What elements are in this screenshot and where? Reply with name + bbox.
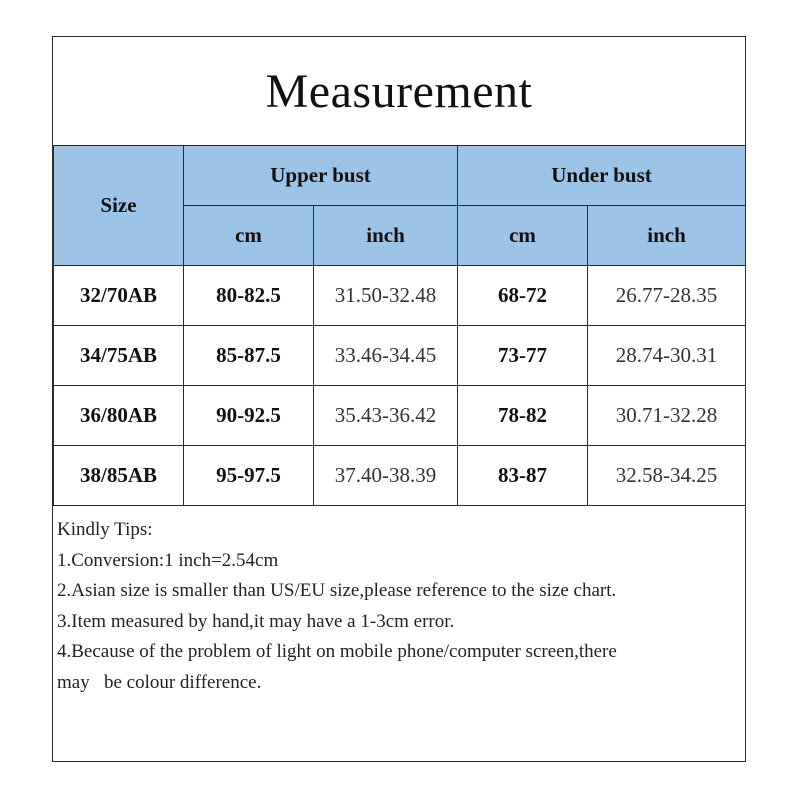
size-cell: 38/85AB (54, 446, 184, 506)
tip-item: 3.Item measured by hand,it may have a 1-3cm error. (57, 610, 455, 632)
table-row (54, 326, 746, 386)
tips-heading: Kindly Tips: (57, 519, 153, 540)
under-inch-cell: 26.77-28.35 (588, 266, 746, 326)
upper-inch-cell: 35.43-36.42 (314, 386, 458, 446)
tip-item: 1.Conversion:1 inch=2.54cm (57, 549, 279, 571)
size-cell: 34/75AB (54, 326, 184, 386)
kindly-tips (57, 515, 737, 698)
under-inch-cell: 30.71-32.28 (588, 386, 746, 446)
size-cell: 32/70AB (54, 266, 184, 326)
upper-inch-cell: 37.40-38.39 (314, 446, 458, 506)
unit-header: cm (184, 206, 314, 266)
unit-header: inch (588, 206, 746, 266)
table-header-row (54, 146, 746, 206)
tip-item: 4.Because of the problem of light on mobile phone/computer screen,there (57, 641, 617, 662)
under-inch-cell: 32.58-34.25 (588, 446, 746, 506)
upper-cm-cell: 90-92.5 (184, 386, 314, 446)
upper-inch-cell: 33.46-34.45 (314, 326, 458, 386)
size-table (53, 145, 746, 506)
measurement-card (52, 36, 746, 762)
under-cm-cell: 73-77 (458, 326, 588, 386)
under-bust-header: Under bust (458, 146, 746, 206)
unit-header: cm (458, 206, 588, 266)
size-cell: 36/80AB (54, 386, 184, 446)
table-row (54, 266, 746, 326)
unit-header: inch (314, 206, 458, 266)
upper-cm-cell: 80-82.5 (184, 266, 314, 326)
under-cm-cell: 83-87 (458, 446, 588, 506)
upper-bust-header: Upper bust (184, 146, 458, 206)
tip-item: 2.Asian size is smaller than US/EU size,please reference to the size chart. (57, 580, 617, 601)
size-header: Size (54, 146, 184, 266)
under-cm-cell: 68-72 (458, 266, 588, 326)
tip-item: may be colour difference. (57, 671, 262, 693)
table-row (54, 446, 746, 506)
upper-cm-cell: 85-87.5 (184, 326, 314, 386)
page-title: Measurement (265, 64, 533, 118)
table-row (54, 386, 746, 446)
upper-cm-cell: 95-97.5 (184, 446, 314, 506)
upper-inch-cell: 31.50-32.48 (314, 266, 458, 326)
under-cm-cell: 78-82 (458, 386, 588, 446)
under-inch-cell: 28.74-30.31 (588, 326, 746, 386)
